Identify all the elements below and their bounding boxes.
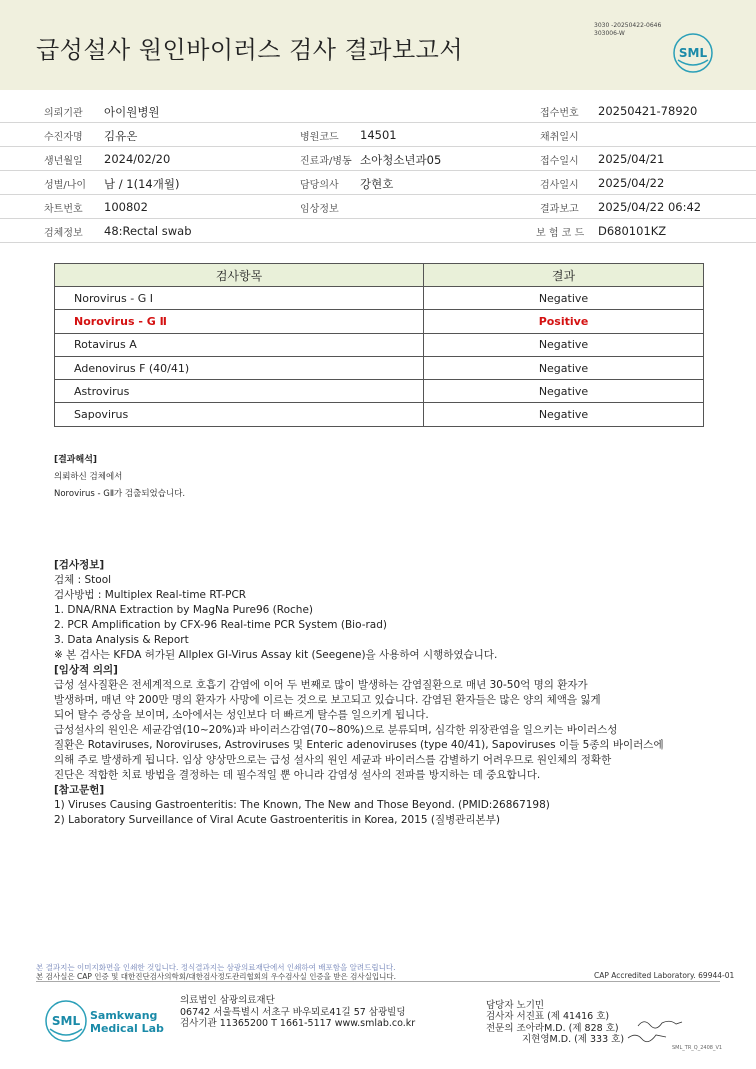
test-name: Norovirus - G Ⅰ	[55, 287, 424, 310]
reported-label: 결과보고	[540, 204, 579, 215]
clinical-significance-line: 급성설사의 원인은 세균감염(10~20%)과 바이러스감염(70~80%)으로 분류되며, 심각한 위장관염을 일으키는 바이러스성	[54, 724, 618, 736]
requester-value: 아이원병원	[104, 105, 160, 119]
org-contact: 검사기관 11365200 T 1661-5117 www.smlab.co.kr	[180, 1018, 416, 1029]
test-name: Astrovirus	[55, 380, 424, 403]
staff-tester: 검사자 서진표 (제 41416 호)	[486, 1011, 610, 1023]
sex-age-value: 남 / 1(14개월)	[104, 177, 180, 191]
test-info-line: ※ 본 검사는 KFDA 허가된 Allplex GI-Virus Assay kit (Seegene)을 사용하여 시행하였습니다.	[54, 649, 498, 661]
patient-name-value: 김유온	[104, 129, 138, 143]
chart-number-label: 차트번호	[44, 204, 83, 215]
clinical-info-label: 임상정보	[300, 204, 339, 215]
results-table	[54, 263, 704, 427]
test-info-line: 3. Data Analysis & Report	[54, 634, 189, 646]
staff-info	[486, 1000, 624, 1045]
tested-value: 2025/04/22	[598, 176, 665, 190]
footer-divider	[36, 981, 720, 982]
test-info-section	[54, 558, 664, 828]
result-header: 결과	[424, 264, 704, 287]
insurance-code-label: 보 험 코 드	[536, 228, 585, 239]
table-row	[55, 333, 704, 356]
doc-code-2: 303006-W	[594, 30, 625, 37]
test-result: Negative	[424, 403, 704, 426]
staff-specialist-1: 전문의 조아라M.D. (제 828 호)	[486, 1022, 619, 1034]
test-info-line: 검체 : Stool	[54, 574, 112, 586]
reference-line: 2) Laboratory Surveillance of Viral Acute Gastroenteritis in Korea, 2015 (질병관리본부)	[54, 814, 500, 826]
patient-name-label: 수진자명	[44, 132, 83, 143]
test-item-header: 검사항목	[55, 264, 424, 287]
info-row	[0, 147, 756, 171]
org-name: 의료법인 삼광의료재단	[180, 995, 275, 1006]
table-row	[55, 356, 704, 379]
test-info-heading: [검사정보]	[54, 559, 105, 571]
org-address: 06742 서울특별시 서초구 바우뫼로41길 57 삼광빌딩	[180, 1006, 406, 1018]
staff-manager: 담당자 노기민	[486, 1000, 545, 1011]
tested-label: 검사일시	[540, 180, 579, 191]
document-codes	[594, 22, 661, 38]
table-row	[55, 287, 704, 310]
organization-info	[180, 995, 415, 1030]
references-heading: [참고문헌]	[54, 784, 105, 796]
test-result: Negative	[424, 380, 704, 403]
interpretation-line: 의뢰하신 검체에서	[54, 472, 123, 482]
received-label: 접수일시	[540, 156, 579, 167]
signature	[636, 1016, 684, 1030]
result-interpretation	[54, 452, 185, 503]
test-info-line: 1. DNA/RNA Extraction by MagNa Pure96 (Roche)	[54, 604, 314, 616]
samkwang-logo	[44, 999, 174, 1043]
collection-date-label: 채취일시	[540, 132, 579, 143]
info-row	[0, 171, 756, 195]
reference-line: 1) Viruses Causing Gastroenteritis: The Known, The New and Those Beyond. (PMID:26867198)	[54, 799, 550, 811]
table-row-positive	[55, 310, 704, 333]
form-version: SML_TR_Q_2408_V1	[672, 1045, 723, 1051]
test-name: Adenovirus F (40/41)	[55, 356, 424, 379]
test-name: Sapovirus	[55, 403, 424, 426]
info-row	[0, 219, 756, 243]
specimen-label: 검체정보	[44, 228, 83, 239]
department-value: 소아청소년과05	[360, 153, 442, 167]
signature	[626, 1029, 668, 1043]
doctor-value: 강현호	[360, 177, 394, 191]
test-result: Negative	[424, 287, 704, 310]
accession-label: 접수번호	[540, 108, 579, 119]
accession-value: 20250421-78920	[598, 104, 698, 118]
birth-label: 생년월일	[44, 156, 83, 167]
clinical-significance-line: 발생하며, 매년 약 200만 명의 환자가 사망에 이르는 것으로 보고되고 있습니다. 감염된 환자들은 많은 양의 체액을 잃게	[54, 694, 601, 706]
report-title: 급성설사 원인바이러스 검사 결과보고서	[36, 36, 464, 64]
test-info-line: 2. PCR Amplification by CFX-96 Real-time PCR System (Bio-rad)	[54, 619, 387, 631]
results-header-row	[55, 264, 704, 287]
table-row	[55, 380, 704, 403]
clinical-significance-line: 의해 주로 발생하게 됩니다. 임상 양상만으로는 급성 설사의 원인 세균과 바이러스를 감별하기 어려우므로 원인체의 정확한	[54, 754, 612, 766]
clinical-significance-line: 진단은 적합한 치료 방법을 결정하는 데 필수적일 뿐 아니라 감염성 설사의 전파를 방지하는 데 중요합니다.	[54, 769, 541, 781]
department-label: 진료과/병동	[300, 156, 352, 167]
clinical-significance-line: 급성 설사질환은 전세계적으로 호흡기 감염에 이어 두 번째로 많이 발생하는 감염질환으로 매년 30-50억 명의 환자가	[54, 679, 588, 691]
hospital-code-label: 병원코드	[300, 132, 339, 143]
test-result: Negative	[424, 356, 704, 379]
info-row	[0, 123, 756, 147]
clinical-significance-heading: [임상적 의의]	[54, 664, 118, 676]
samkwang-logo-line1: Samkwang	[90, 1009, 158, 1022]
cap-accreditation: CAP Accredited Laboratory. 69944-01	[594, 971, 735, 980]
test-name: Norovirus - G Ⅱ	[55, 310, 424, 333]
certification-notice: 본 검사실은 CAP 인증 및 대한진단검사의학회/대한검사정도관리협회의 우수검사실 인증을 받은 검사실입니다.	[36, 972, 397, 981]
clinical-significance-line: 되어 탈수 증상을 보이며, 소아에서는 성인보다 더 빠르게 탈수를 일으키게 됩니다.	[54, 709, 429, 721]
staff-specialist-2: 지현영M.D. (제 333 호)	[522, 1033, 625, 1045]
samkwang-logo-mark: SML	[51, 1014, 81, 1028]
doc-code-1: 3030 -20250422-0646	[594, 22, 662, 29]
test-name: Rotavirus A	[55, 333, 424, 356]
samkwang-logo-line2: Medical Lab	[90, 1022, 164, 1035]
interpretation-line: Norovirus - GⅡ가 검출되었습니다.	[54, 489, 186, 499]
insurance-code-value: D680101KZ	[598, 224, 667, 238]
sml-logo-text: SML	[678, 46, 708, 60]
interpretation-heading: [결과해석]	[54, 455, 98, 465]
chart-number-value: 100802	[104, 200, 148, 214]
sex-age-label: 성별/나이	[44, 180, 87, 191]
specimen-value: 48:Rectal swab	[104, 224, 192, 238]
hospital-code-value: 14501	[360, 128, 397, 142]
table-row	[55, 403, 704, 426]
info-row	[0, 195, 756, 219]
reported-value: 2025/04/22 06:42	[598, 200, 702, 214]
birth-value: 2024/02/20	[104, 152, 171, 166]
test-result: Negative	[424, 333, 704, 356]
clinical-significance-line: 질환은 Rotaviruses, Noroviruses, Astroviruses 및 Enteric adenoviruses (type 40/41), Sapoviruses 이들 5종의 바이러스에	[54, 739, 664, 751]
info-row	[0, 99, 756, 123]
requester-label: 의뢰기관	[44, 108, 83, 119]
test-result: Positive	[424, 310, 704, 333]
test-info-line: 검사방법 : Multiplex Real-time RT-PCR	[54, 589, 247, 601]
received-value: 2025/04/21	[598, 152, 665, 166]
print-notice: 본 결과지는 이미지화면을 인쇄한 것입니다. 정식결과지는 삼광의료재단에서 인쇄하여 배포함을 알려드립니다.	[36, 963, 396, 972]
doctor-label: 담당의사	[300, 180, 339, 191]
sml-logo	[672, 32, 714, 74]
